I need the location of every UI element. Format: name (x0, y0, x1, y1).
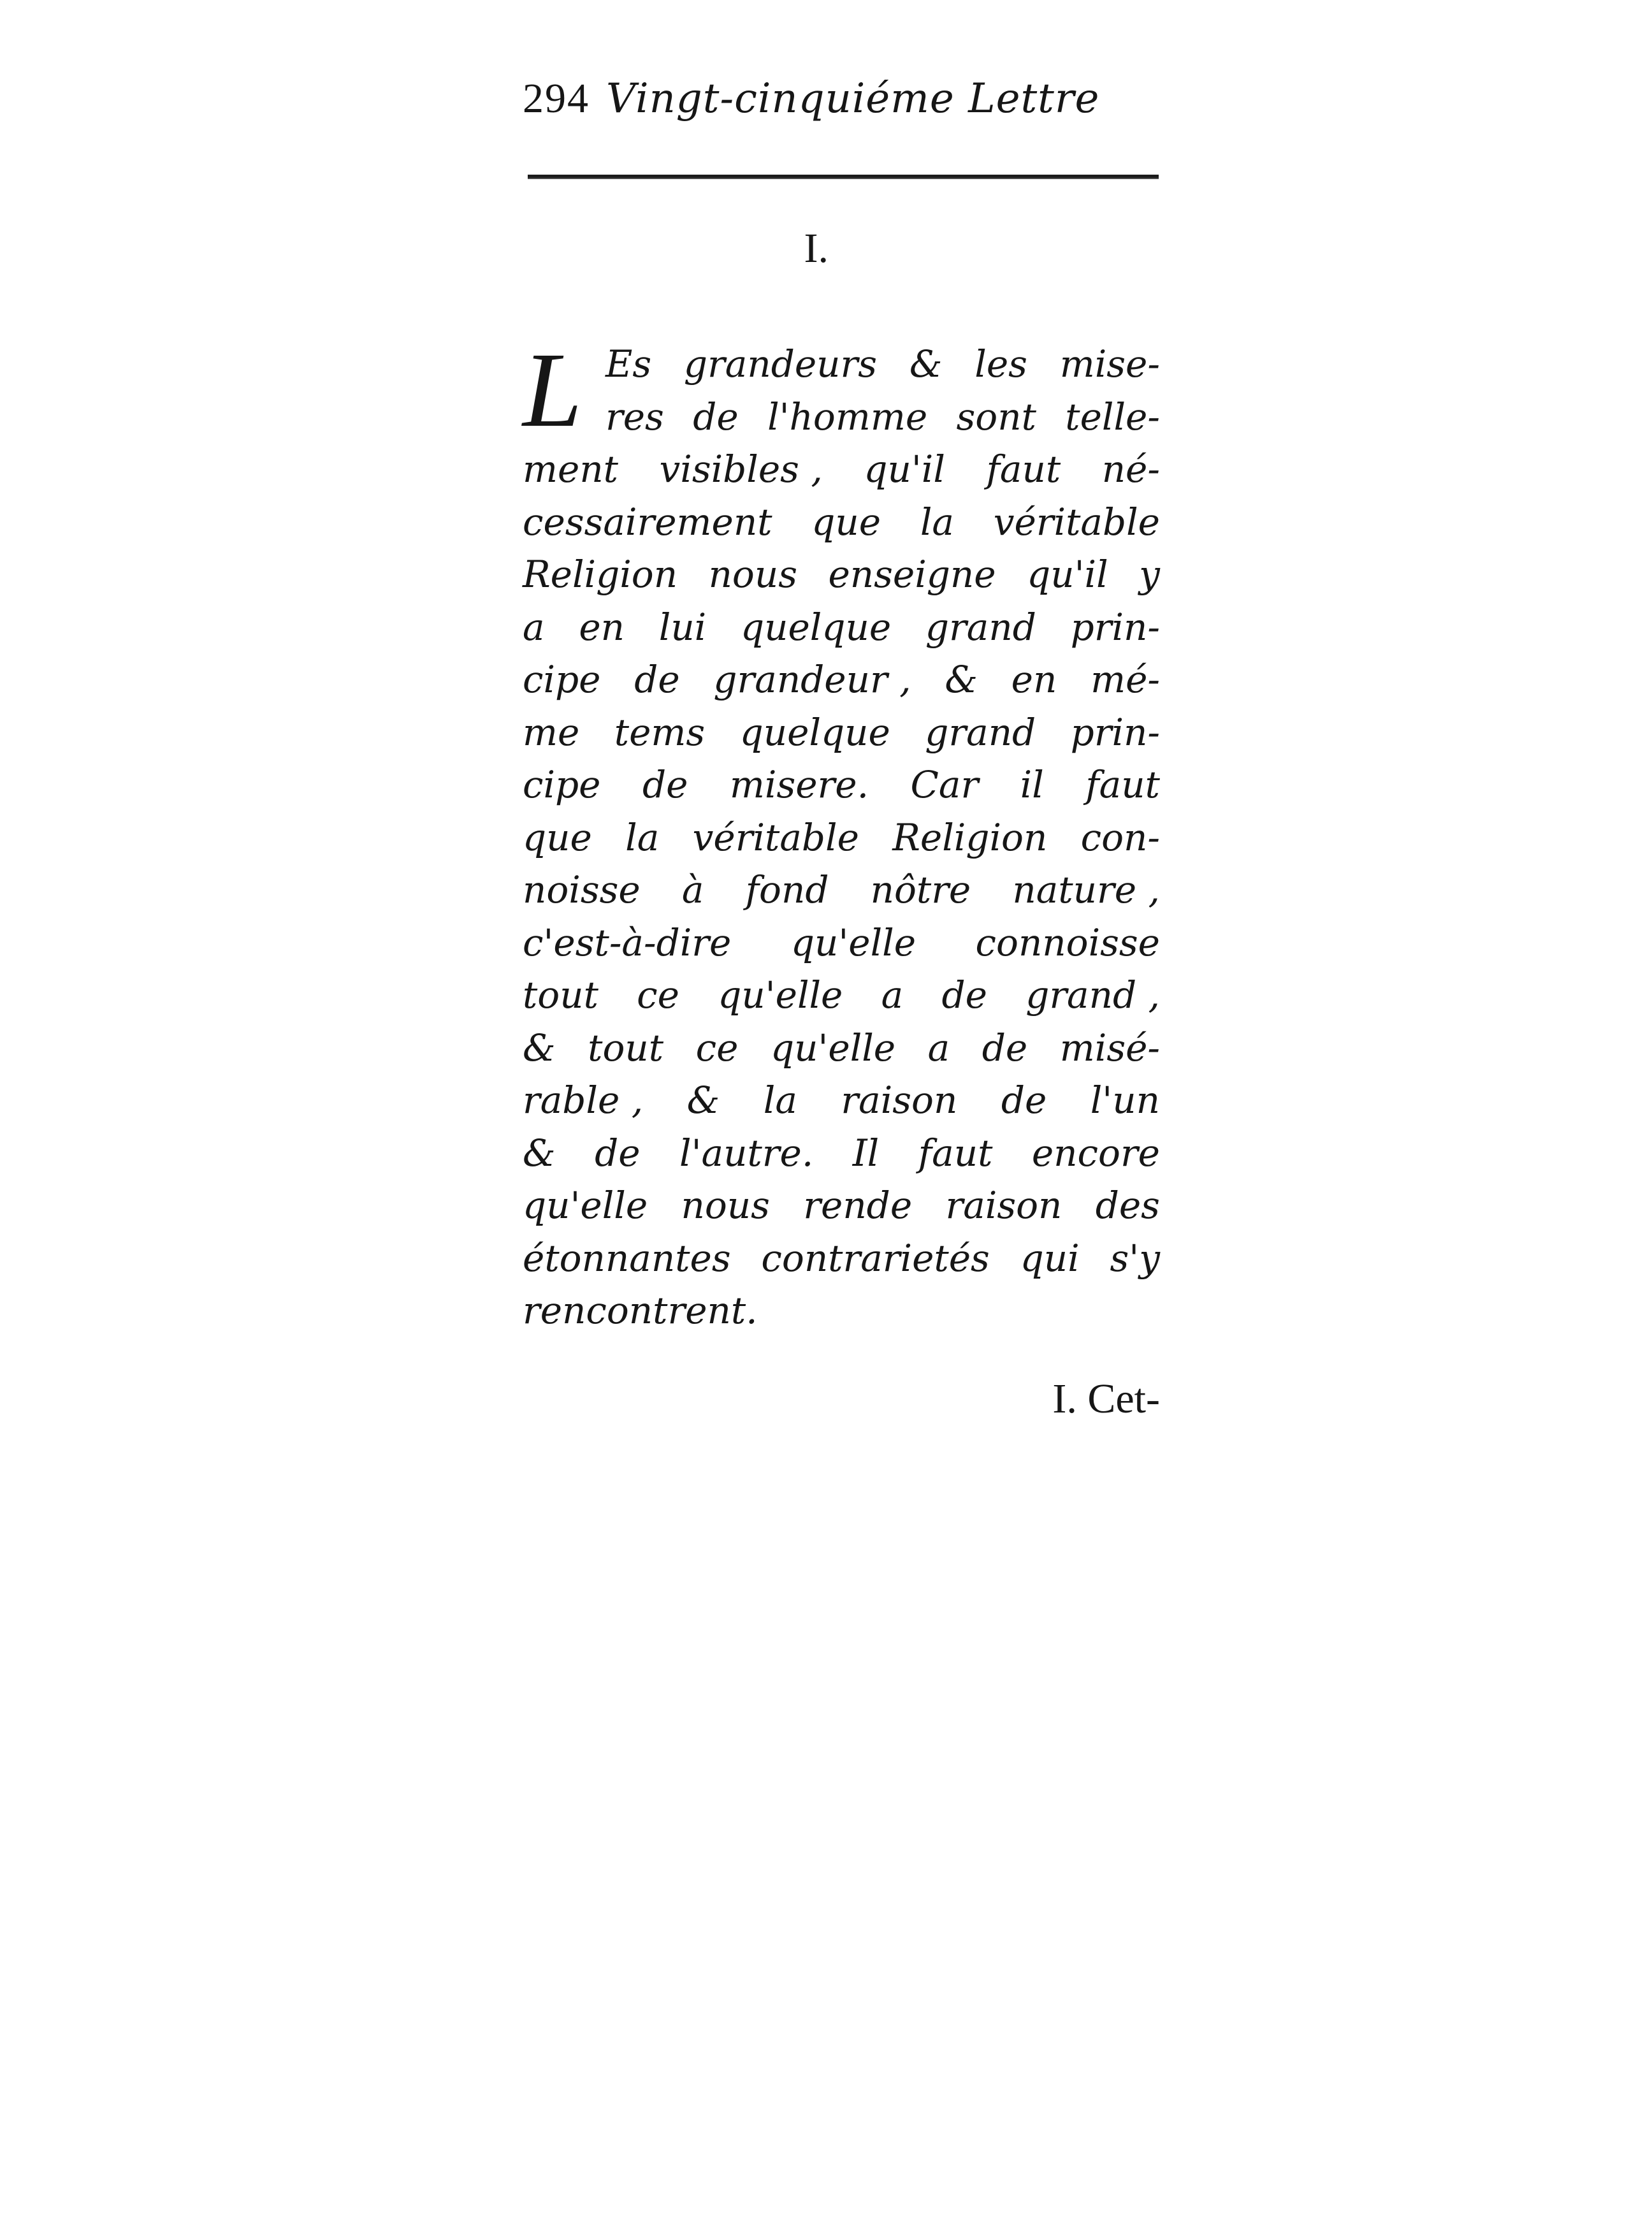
word: visibles , (659, 447, 823, 491)
word: & (945, 658, 978, 701)
word: l'homme (767, 395, 928, 439)
word: qu'elle (718, 973, 843, 1017)
word: nous (708, 553, 797, 596)
word: contrarietés (761, 1236, 990, 1280)
word: tout (588, 1026, 664, 1070)
word: me (523, 710, 580, 754)
word: ment (523, 447, 618, 491)
word: qui (1020, 1236, 1080, 1280)
running-head (523, 70, 1166, 127)
word: misé- (1059, 1026, 1160, 1070)
word: rende (803, 1184, 913, 1227)
drop-cap: L (523, 331, 583, 449)
text-line (523, 1179, 1160, 1232)
word: Car (910, 763, 979, 806)
word: de (982, 1026, 1028, 1070)
word: grand (925, 605, 1036, 649)
text-line (605, 338, 1160, 391)
word: de (634, 658, 680, 701)
word: étonnantes (523, 1236, 731, 1280)
word: cipe (523, 763, 601, 806)
word: & (909, 342, 943, 386)
word: rencontrent. (523, 1289, 758, 1332)
word: & (523, 1026, 556, 1070)
word: grand , (1025, 973, 1160, 1017)
text-line (523, 864, 1160, 917)
word: telle- (1065, 395, 1160, 439)
word: de (642, 763, 688, 806)
word: de (941, 973, 987, 1017)
word: qu'elle (770, 1026, 896, 1070)
text-line (523, 601, 1160, 654)
word: qu'elle (523, 1184, 648, 1227)
word: & (523, 1131, 556, 1175)
paragraph (523, 331, 1160, 1337)
text-line (523, 443, 1160, 496)
word: noisse (523, 868, 641, 911)
text-line (523, 706, 1160, 759)
word: grandeur , (713, 658, 911, 701)
word: lui (658, 605, 707, 649)
text-line (523, 496, 1160, 549)
text-line (523, 653, 1160, 706)
word: tout (523, 973, 598, 1017)
word: mise- (1059, 342, 1160, 386)
page-number: 294 (523, 75, 590, 122)
word: Religion (523, 553, 678, 596)
word: connoisse (975, 920, 1160, 964)
word: véritable (993, 500, 1160, 544)
word: y (1139, 553, 1160, 596)
header-rule (528, 175, 1159, 179)
word: mé- (1090, 658, 1160, 701)
word: Il (852, 1131, 880, 1175)
word: que (811, 500, 881, 544)
word: véritable (692, 815, 859, 859)
text-line (605, 391, 1160, 444)
text-line (523, 759, 1160, 811)
word: de (595, 1131, 641, 1175)
word: né- (1101, 447, 1160, 491)
word: faut (918, 1131, 993, 1175)
running-title: Vingt-cinquiéme Lettre (606, 75, 1100, 122)
word: la (625, 815, 660, 859)
word: nous (681, 1184, 770, 1227)
word: grand (925, 710, 1036, 754)
book-page (523, 70, 1166, 1422)
word: sont (956, 395, 1036, 439)
word: ce (637, 973, 679, 1017)
word: de (693, 395, 739, 439)
word: misere. (729, 763, 869, 806)
word: res (605, 395, 664, 439)
text-line (523, 1284, 1160, 1337)
word: cessairement (523, 500, 772, 544)
word: la (920, 500, 954, 544)
text-line (523, 917, 1160, 969)
word: prin- (1070, 605, 1160, 649)
word: Religion (892, 815, 1048, 859)
word: à (681, 868, 704, 911)
word: l'un (1090, 1078, 1160, 1122)
word: Es (605, 342, 652, 386)
word: raison (945, 1184, 1062, 1227)
word: faut (986, 447, 1061, 491)
word: les (975, 342, 1027, 386)
word: qu'elle (790, 920, 917, 964)
word: rable , (523, 1078, 644, 1122)
word: de (1001, 1078, 1047, 1122)
word: nature , (1012, 868, 1160, 911)
word: quelque (739, 710, 890, 754)
word: tems (614, 710, 706, 754)
word: con- (1080, 815, 1160, 859)
word: nôtre (870, 868, 971, 911)
word: grandeurs (683, 342, 878, 386)
text-line (523, 1127, 1160, 1180)
text-line (523, 1074, 1160, 1127)
word: ce (695, 1026, 739, 1070)
word: que (523, 815, 592, 859)
word: raison (841, 1078, 958, 1122)
word: en (1011, 658, 1057, 701)
word: encore (1031, 1131, 1160, 1175)
text-line (523, 1022, 1160, 1075)
word: des (1095, 1184, 1160, 1227)
word: en (579, 605, 625, 649)
word: qu'il (864, 447, 945, 491)
word: l'autre. (679, 1131, 814, 1175)
word: il (1020, 763, 1044, 806)
word: c'est-à-dire (523, 920, 732, 964)
word: enseigne (828, 553, 996, 596)
word: fond (745, 868, 829, 911)
word: a (523, 605, 545, 649)
catchword: I. Cet- (1052, 1376, 1160, 1422)
word: s'y (1110, 1236, 1160, 1280)
word: quelque (741, 605, 892, 649)
word: & (686, 1078, 720, 1122)
word: cipe (523, 658, 601, 701)
word: a (927, 1026, 950, 1070)
text-line (523, 811, 1160, 864)
word: qu'il (1027, 553, 1108, 596)
text-line (523, 969, 1160, 1022)
text-line (523, 1232, 1160, 1285)
word: a (881, 973, 904, 1017)
word: la (763, 1078, 797, 1122)
word: prin- (1070, 710, 1160, 754)
text-line (523, 548, 1160, 601)
section-number: I. (804, 225, 829, 272)
word: faut (1085, 763, 1160, 806)
